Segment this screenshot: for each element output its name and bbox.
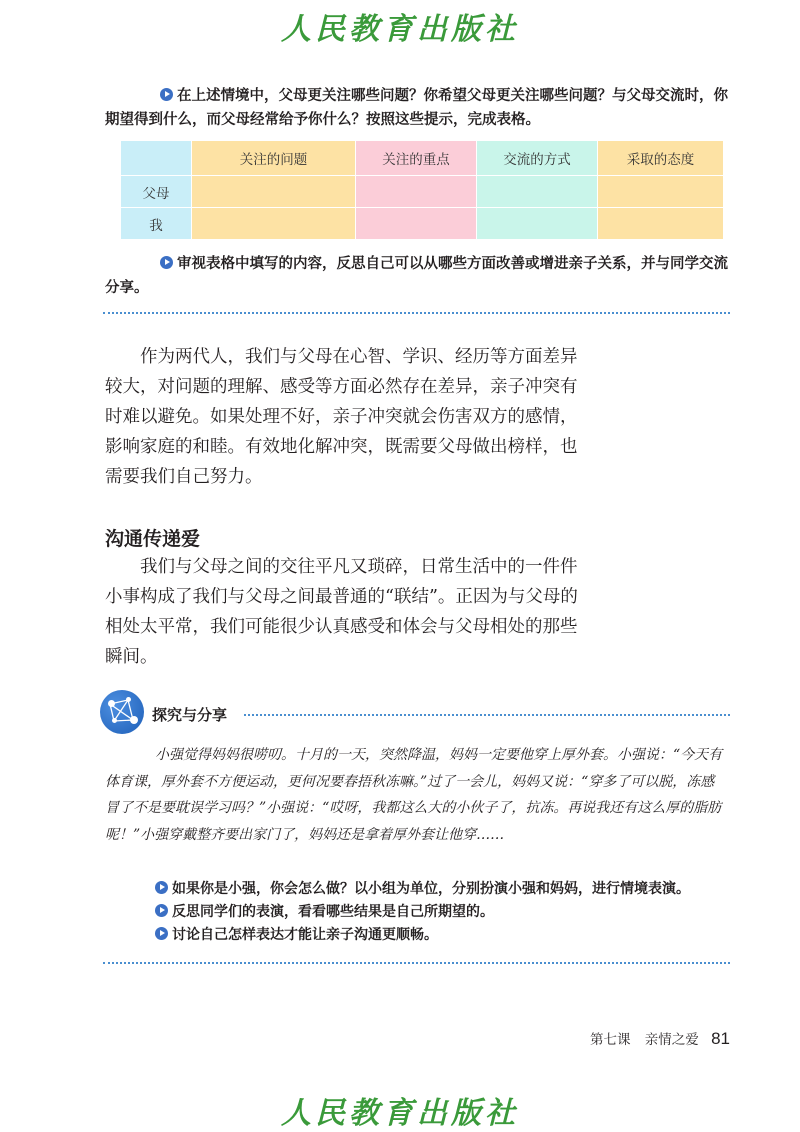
table-blank-cell — [192, 208, 356, 240]
explore-divider — [244, 714, 730, 716]
table-row-header: 父母 — [121, 176, 192, 208]
footer-lesson: 第七课 — [589, 1032, 631, 1048]
table-header-cell: 采取的态度 — [598, 141, 724, 176]
table-blank-cell — [598, 208, 724, 240]
table-blank-cell — [477, 208, 598, 240]
page-footer — [540, 1028, 730, 1049]
prompt-1-text: 在上述情境中，父母更关注哪些问题？你希望父母更关注哪些问题？与父母交流时，你期望得到什么，而父母经常给予你什么？按照这些提示，完成表格。 — [105, 88, 728, 128]
explore-icon — [100, 690, 144, 734]
section-divider — [103, 962, 730, 964]
task-text: 讨论自己怎样表达才能让亲子沟通更顺畅。 — [172, 927, 438, 943]
table-row-header: 我 — [121, 208, 192, 240]
list-item — [155, 878, 735, 901]
arrow-bullet-icon — [160, 256, 173, 269]
table-header-cell: 交流的方式 — [477, 141, 598, 176]
arrow-bullet-icon — [155, 927, 168, 940]
table-blank-cell — [192, 176, 356, 208]
table-blank-cell — [356, 208, 477, 240]
story-paragraph: 小强觉得妈妈很唠叨。十月的一天，突然降温，妈妈一定要他穿上厚外套。小强说：“今天有体育课，厚外套不方便运动，更何况要春捂秋冻嘛。”过了一会儿，妈妈又说：“穿多了可以脱，冻感冒了不是要耽误学习吗？”小强说：“哎呀，我都这么大的小伙子了，抗冻。再说我还有这么厚的脂肪呢！”小强穿戴整齐要出家门了，妈妈还是拿着厚外套让他穿…… — [105, 747, 723, 843]
publisher-watermark-bottom: 人民教育出版社 — [281, 1096, 519, 1131]
table-header-cell: 关注的重点 — [356, 141, 477, 176]
list-item — [155, 924, 735, 947]
table-blank-cell — [477, 176, 598, 208]
list-item — [155, 901, 735, 924]
task-text: 如果你是小强，你会怎么做？以小组为单位，分别扮演小强和妈妈，进行情境表演。 — [172, 881, 690, 897]
prompt-2-text: 审视表格中填写的内容，反思自己可以从哪些方面改善或增进亲子关系，并与同学交流分享。 — [105, 256, 728, 296]
table-corner-cell — [121, 141, 192, 176]
footer-title: 亲情之爱 — [644, 1032, 699, 1048]
body-paragraph: 作为两代人，我们与父母在心智、学识、经历等方面差异较大，对问题的理解、感受等方面必然存在差异，亲子冲突有时难以避免。如果处理不好，亲子冲突就会伤害双方的感情，影响家庭的和睦。有效地化解冲突，既需要父母做出榜样，也需要我们自己努力。 — [105, 347, 578, 487]
activity-prompt-1 — [105, 84, 730, 132]
section-heading: 沟通传递爱 — [105, 528, 201, 550]
section-paragraph: 我们与父母之间的交往平凡又琐碎，日常生活中的一件件小事构成了我们与父母之间最普通的“联结”。正因为与父母的相处太平常，我们可能很少认真感受和体会与父母相处的那些瞬间。 — [105, 557, 578, 667]
attention-table — [120, 140, 724, 240]
task-list — [155, 878, 735, 947]
table-blank-cell — [598, 176, 724, 208]
arrow-bullet-icon — [160, 88, 173, 101]
section-divider — [103, 312, 730, 314]
explore-title: 探究与分享 — [152, 706, 228, 724]
arrow-bullet-icon — [155, 881, 168, 894]
page-number: 81 — [711, 1029, 730, 1048]
publisher-watermark-top: 人民教育出版社 — [281, 12, 519, 47]
arrow-bullet-icon — [155, 904, 168, 917]
task-text: 反思同学们的表演，看看哪些结果是自己所期望的。 — [172, 904, 494, 920]
table-header-cell: 关注的问题 — [192, 141, 356, 176]
activity-prompt-2 — [105, 252, 730, 300]
table-blank-cell — [356, 176, 477, 208]
